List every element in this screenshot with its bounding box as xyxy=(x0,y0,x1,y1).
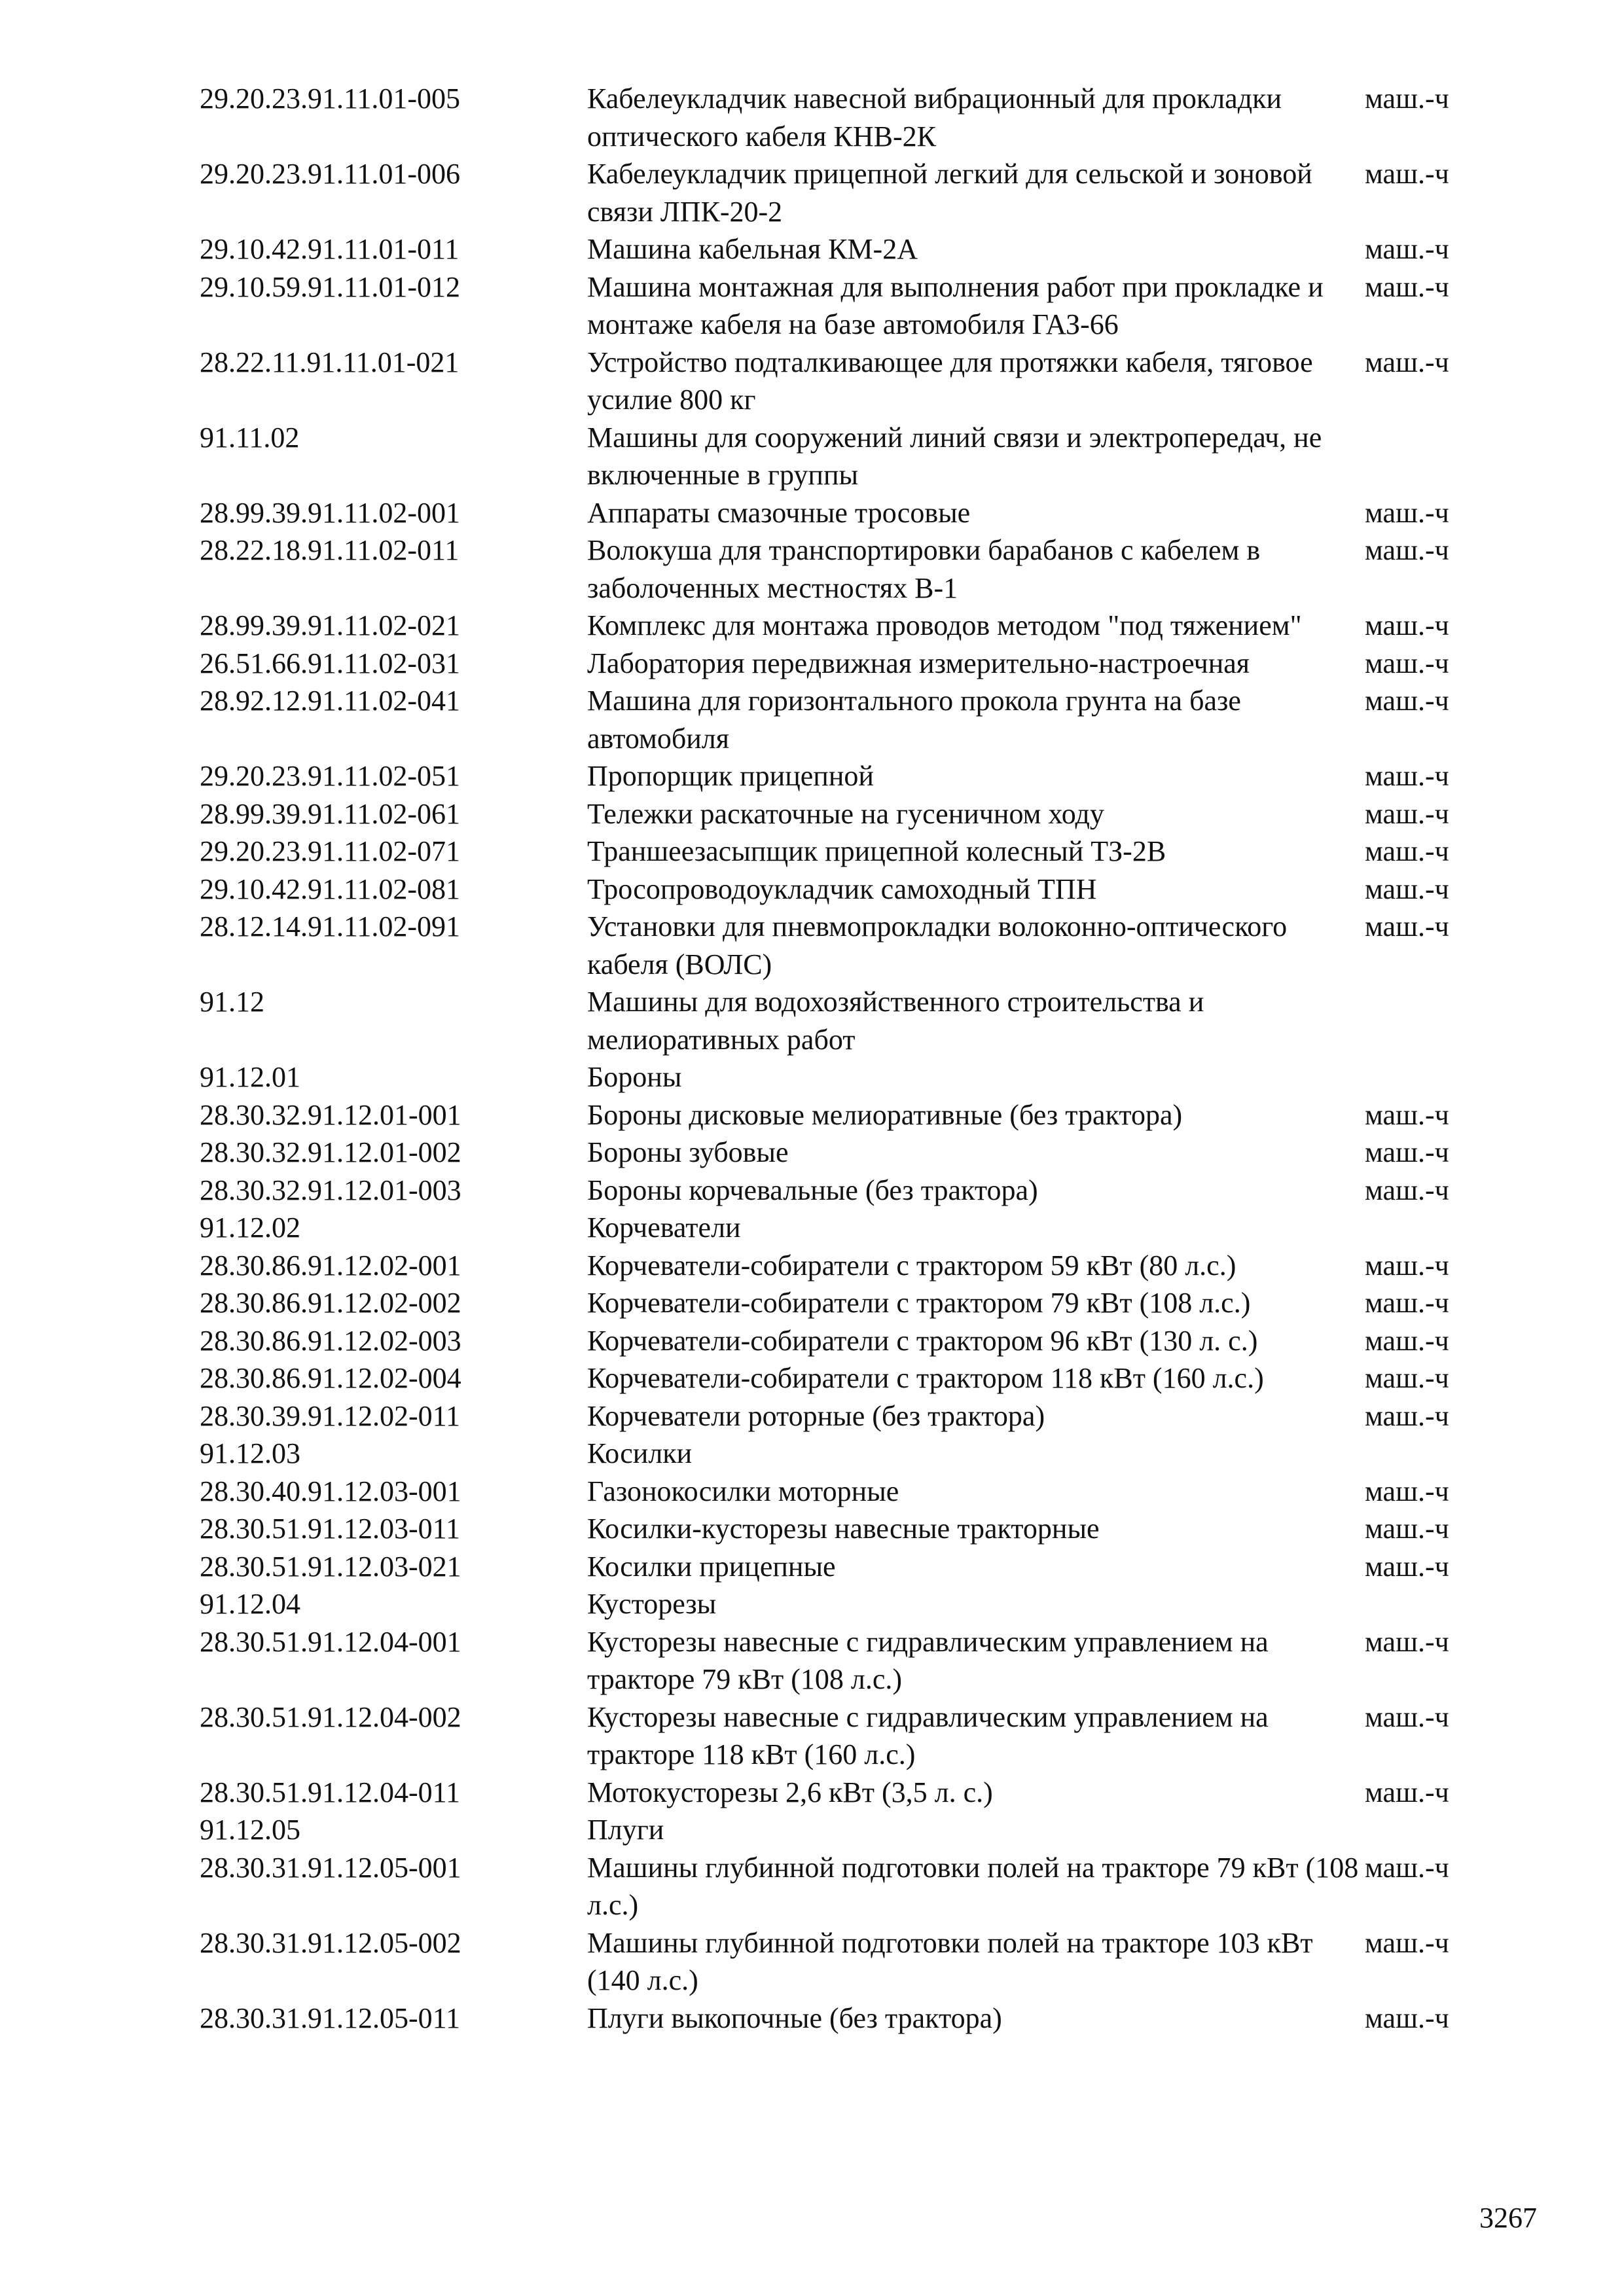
table-row xyxy=(200,983,1483,1058)
table-row xyxy=(200,1397,1483,1435)
resource-unit: маш.-ч xyxy=(1365,1700,1449,1733)
table-row xyxy=(200,531,1483,607)
table-row xyxy=(200,833,1483,870)
resource-code: 28.30.40.91.12.03-001 xyxy=(200,1475,461,1507)
resource-code: 91.12.03 xyxy=(200,1437,300,1469)
table-row xyxy=(200,1435,1483,1473)
resource-code: 28.30.31.91.12.05-001 xyxy=(200,1851,461,1884)
table-row xyxy=(200,1134,1483,1172)
table-row xyxy=(200,1172,1483,1210)
resource-name: Лаборатория передвижная измерительно-настроечная xyxy=(587,647,1250,679)
resource-code: 29.20.23.91.11.02-071 xyxy=(200,835,461,867)
resource-unit: маш.-ч xyxy=(1365,1362,1449,1394)
resource-name: Машины глубинной подготовки полей на тракторе 79 кВт (108 л.с.) xyxy=(587,1851,1359,1921)
resource-code: 29.10.42.91.11.02-081 xyxy=(200,872,461,905)
table-row xyxy=(200,344,1483,419)
table-row xyxy=(200,230,1483,268)
resource-unit: маш.-ч xyxy=(1365,835,1449,867)
page-number: 3267 xyxy=(1479,2202,1537,2234)
resource-code: 28.30.86.91.12.02-001 xyxy=(200,1249,461,1282)
resource-code: 28.30.51.91.12.04-001 xyxy=(200,1625,461,1658)
resource-code: 28.30.86.91.12.02-003 xyxy=(200,1324,461,1357)
resource-unit: маш.-ч xyxy=(1365,797,1449,830)
resource-unit: маш.-ч xyxy=(1365,647,1449,679)
table-row xyxy=(200,1359,1483,1397)
resource-code: 29.10.42.91.11.01-011 xyxy=(200,233,460,265)
resource-code: 28.30.32.91.12.01-001 xyxy=(200,1098,461,1131)
resource-name: Кусторезы xyxy=(587,1588,717,1620)
table-row xyxy=(200,1058,1483,1096)
resource-code: 29.10.59.91.11.01-012 xyxy=(200,270,461,303)
table-row xyxy=(200,870,1483,908)
resource-name: Бороны дисковые мелиоративные (без трактора) xyxy=(587,1098,1183,1131)
resource-unit: маш.-ч xyxy=(1365,760,1449,792)
resource-code: 91.11.02 xyxy=(200,421,300,454)
table-row xyxy=(200,682,1483,757)
resource-code: 28.99.39.91.11.02-021 xyxy=(200,609,461,641)
resource-code: 28.30.32.91.12.01-003 xyxy=(200,1174,461,1206)
table-row xyxy=(200,1811,1483,1849)
resource-name: Машина для горизонтального прокола грунта на базе автомобиля xyxy=(587,685,1241,755)
resource-name: Кусторезы навесные с гидравлическим управлением на тракторе 79 кВт (108 л.с.) xyxy=(587,1625,1269,1695)
resource-code: 28.99.39.91.11.02-061 xyxy=(200,797,461,830)
resource-name: Комплекс для монтажа проводов методом "под тяжением" xyxy=(587,609,1302,641)
resource-code: 28.30.51.91.12.04-002 xyxy=(200,1700,461,1733)
table-row xyxy=(200,1096,1483,1134)
resource-code: 28.30.31.91.12.05-011 xyxy=(200,2001,461,2034)
resource-unit: маш.-ч xyxy=(1365,872,1449,905)
resource-name: Пропорщик прицепной xyxy=(587,760,874,792)
resource-name: Волокуша для транспортировки барабанов с кабелем в заболоченных местностях В-1 xyxy=(587,534,1261,604)
resource-name: Машины для водохозяйственного строительства и мелиоративных работ xyxy=(587,986,1204,1056)
resource-unit: маш.-ч xyxy=(1365,534,1449,566)
table-row xyxy=(200,1849,1483,1924)
resource-code: 28.30.51.91.12.03-021 xyxy=(200,1550,461,1583)
resource-name: Кусторезы навесные с гидравлическим управлением на тракторе 118 кВт (160 л.с.) xyxy=(587,1700,1269,1770)
resource-name: Корчеватели-собиратели с трактором 96 кВт (130 л. с.) xyxy=(587,1324,1258,1357)
table-row xyxy=(200,1247,1483,1285)
resource-code: 28.12.14.91.11.02-091 xyxy=(200,910,461,942)
resource-name: Корчеватели роторные (без трактора) xyxy=(587,1399,1045,1432)
resource-name: Машины для сооружений линий связи и электропередач, не включенные в группы xyxy=(587,421,1322,491)
table-row xyxy=(200,1284,1483,1322)
resource-code: 26.51.66.91.11.02-031 xyxy=(200,647,461,679)
table-row xyxy=(200,1623,1483,1698)
resource-code: 28.30.39.91.12.02-011 xyxy=(200,1399,461,1432)
resource-code: 28.22.11.91.11.01-021 xyxy=(200,346,460,378)
resource-code: 91.12.02 xyxy=(200,1211,300,1244)
resource-unit: маш.-ч xyxy=(1365,1399,1449,1432)
resource-name: Косилки прицепные xyxy=(587,1550,836,1583)
table-row xyxy=(200,1774,1483,1812)
resource-name: Бороны зубовые xyxy=(587,1136,789,1168)
resource-unit: маш.-ч xyxy=(1365,233,1449,265)
resource-code: 91.12.04 xyxy=(200,1588,300,1620)
resource-unit: маш.-ч xyxy=(1365,1475,1449,1507)
resource-unit: маш.-ч xyxy=(1365,1625,1449,1658)
table-row xyxy=(200,795,1483,833)
resource-unit: маш.-ч xyxy=(1365,1287,1449,1319)
resource-name: Плуги выкопочные (без трактора) xyxy=(587,2001,1002,2034)
resource-name: Мотокусторезы 2,6 кВт (3,5 л. с.) xyxy=(587,1776,993,1808)
resource-unit: маш.-ч xyxy=(1365,1851,1449,1884)
resource-name: Косилки xyxy=(587,1437,693,1469)
resource-unit: маш.-ч xyxy=(1365,1136,1449,1168)
resource-code: 28.92.12.91.11.02-041 xyxy=(200,685,461,717)
resource-unit: маш.-ч xyxy=(1365,1926,1449,1959)
resource-name: Кабелеукладчик навесной вибрационный для прокладки оптического кабеля КНВ-2К xyxy=(587,82,1282,152)
table-row xyxy=(200,1924,1483,2000)
resource-unit: маш.-ч xyxy=(1365,685,1449,717)
resource-name: Бороны xyxy=(587,1061,682,1093)
resource-table xyxy=(200,80,1483,2037)
table-row xyxy=(200,1473,1483,1511)
resource-code: 29.20.23.91.11.01-006 xyxy=(200,158,461,190)
resource-unit: маш.-ч xyxy=(1365,609,1449,641)
resource-unit: маш.-ч xyxy=(1365,346,1449,378)
resource-name: Машина монтажная для выполнения работ при прокладке и монтаже кабеля на базе автомобиля ГАЗ-66 xyxy=(587,270,1324,340)
resource-unit: маш.-ч xyxy=(1365,2001,1449,2034)
resource-code: 28.30.31.91.12.05-002 xyxy=(200,1926,461,1959)
resource-unit: маш.-ч xyxy=(1365,496,1449,529)
table-row xyxy=(200,1322,1483,1360)
resource-unit: маш.-ч xyxy=(1365,270,1449,303)
resource-name: Тележки раскаточные на гусеничном ходу xyxy=(587,797,1104,830)
resource-code: 91.12.01 xyxy=(200,1061,300,1093)
resource-unit: маш.-ч xyxy=(1365,1513,1449,1545)
resource-code: 28.30.51.91.12.04-011 xyxy=(200,1776,461,1808)
table-row xyxy=(200,1209,1483,1247)
resource-name: Косилки-кусторезы навесные тракторные xyxy=(587,1513,1100,1545)
resource-name: Аппараты смазочные тросовые xyxy=(587,496,971,529)
table-row xyxy=(200,1548,1483,1586)
resource-unit: маш.-ч xyxy=(1365,1098,1449,1131)
resource-name: Бороны корчевальные (без трактора) xyxy=(587,1174,1038,1206)
table-row xyxy=(200,268,1483,344)
table-row xyxy=(200,80,1483,155)
resource-name: Корчеватели xyxy=(587,1211,741,1244)
resource-code: 28.22.18.91.11.02-011 xyxy=(200,534,460,566)
resource-name: Корчеватели-собиратели с трактором 118 кВт (160 л.с.) xyxy=(587,1362,1264,1394)
resource-name: Машина кабельная КМ-2А xyxy=(587,233,918,265)
table-row xyxy=(200,645,1483,683)
table-row xyxy=(200,155,1483,230)
resource-unit: маш.-ч xyxy=(1365,910,1449,942)
resource-name: Машины глубинной подготовки полей на тракторе 103 кВт (140 л.с.) xyxy=(587,1926,1313,1996)
resource-code: 28.30.86.91.12.02-004 xyxy=(200,1362,461,1394)
resource-unit: маш.-ч xyxy=(1365,158,1449,190)
resource-code: 28.30.51.91.12.03-011 xyxy=(200,1513,461,1545)
table-row xyxy=(200,908,1483,983)
table-row xyxy=(200,1510,1483,1548)
resource-unit: маш.-ч xyxy=(1365,1174,1449,1206)
resource-code: 91.12 xyxy=(200,986,264,1018)
table-row xyxy=(200,607,1483,645)
resource-code: 28.99.39.91.11.02-001 xyxy=(200,496,461,529)
resource-code: 28.30.86.91.12.02-002 xyxy=(200,1287,461,1319)
resource-name: Корчеватели-собиратели с трактором 59 кВт (80 л.с.) xyxy=(587,1249,1236,1282)
resource-name: Траншеезасыпщик прицепной колесный ТЗ-2В xyxy=(587,835,1166,867)
resource-unit: маш.-ч xyxy=(1365,1249,1449,1282)
resource-name: Газонокосилки моторные xyxy=(587,1475,899,1507)
resource-code: 29.20.23.91.11.02-051 xyxy=(200,760,461,792)
table-row xyxy=(200,2000,1483,2037)
resource-unit: маш.-ч xyxy=(1365,1550,1449,1583)
table-row xyxy=(200,1698,1483,1774)
resource-name: Корчеватели-собиратели с трактором 79 кВт (108 л.с.) xyxy=(587,1287,1251,1319)
resource-code: 29.20.23.91.11.01-005 xyxy=(200,82,461,115)
resource-name: Плуги xyxy=(587,1814,664,1846)
table-row xyxy=(200,494,1483,532)
resource-name: Кабелеукладчик прицепной легкий для сельской и зоновой связи ЛПК-20-2 xyxy=(587,158,1312,228)
resource-name: Устройство подталкивающее для протяжки кабеля, тяговое усилие 800 кг xyxy=(587,346,1313,416)
resource-unit: маш.-ч xyxy=(1365,1776,1449,1808)
resource-code: 28.30.32.91.12.01-002 xyxy=(200,1136,461,1168)
resource-name: Тросопроводоукладчик самоходный ТПН xyxy=(587,872,1097,905)
resource-unit: маш.-ч xyxy=(1365,1324,1449,1357)
table-row xyxy=(200,757,1483,795)
table-row xyxy=(200,1585,1483,1623)
resource-unit: маш.-ч xyxy=(1365,82,1449,115)
table-row xyxy=(200,419,1483,494)
resource-code: 91.12.05 xyxy=(200,1814,300,1846)
resource-name: Установки для пневмопрокладки волоконно-оптического кабеля (ВОЛС) xyxy=(587,910,1288,980)
